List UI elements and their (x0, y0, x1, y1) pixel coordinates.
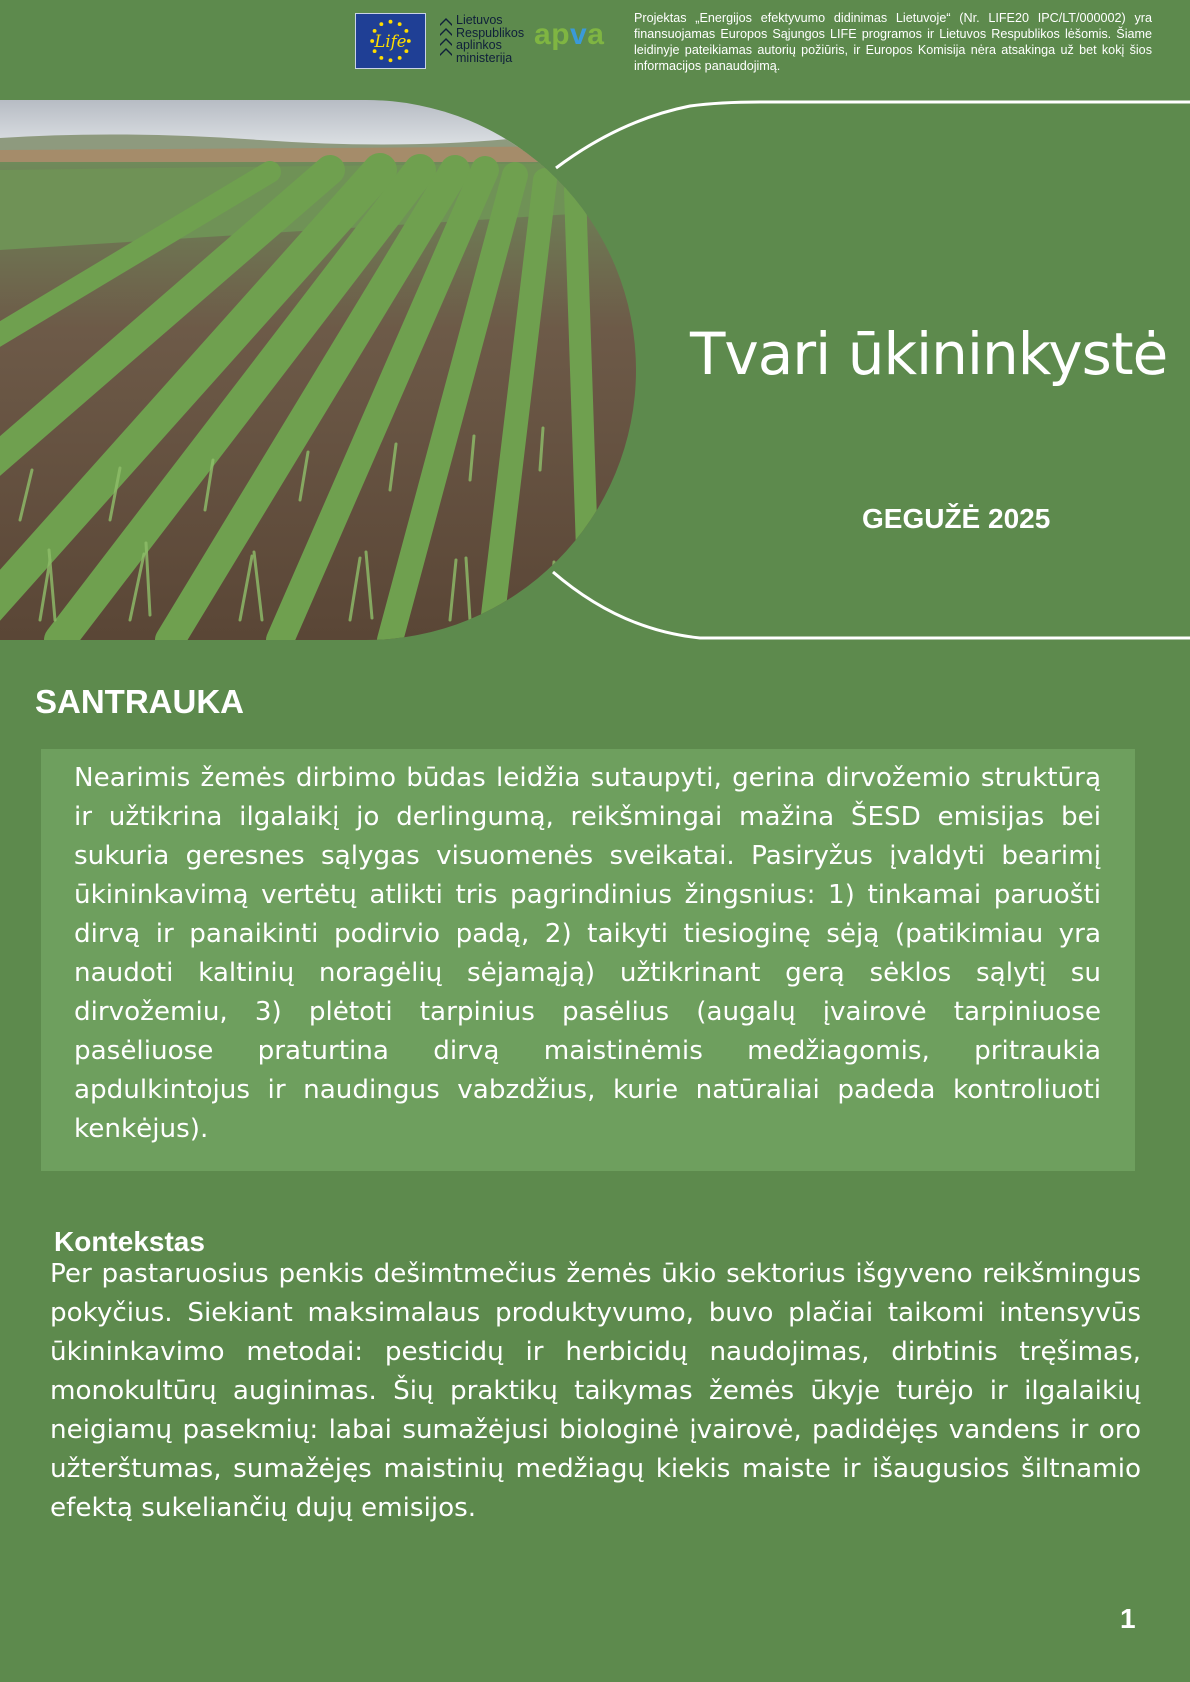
funding-disclaimer: Projektas „Energijos efektyvumo didinimas Lietuvoje“ (Nr. LIFE20 IPC/LT/000002) yra finansuojamas Europos Sąjungos LIFE programos ir Lietuvos Respublikos lėšomis. Šiame leidinyje pateikiamas autorių požiūris, ir Europos Komisija nėra atsakinga už bet kokį šios informacijos panaudojimą. (634, 11, 1152, 73)
ministry-line-1: Lietuvos (456, 14, 503, 27)
summary-box (41, 749, 1135, 1171)
page-number: 1 (1120, 1603, 1136, 1634)
publication-date: GEGUŽĖ 2025 (862, 503, 1051, 534)
document-title: Tvari ūkininkystė (690, 320, 1168, 388)
context-text: Per pastaruosius penkis dešimtmečius žemės ūkio sektorius išgyveno reikšmingus pokyčius. Siekiant maksimalaus produktyvumo, buvo plačiai taikomi intensyvūs ūkininkavimo metodai: pesticidų ir herbicidų naudojimas, dirbtinis tręšimas, monokultūrų auginimas. Šių praktikų taikymas žemės ūkyje turėjo ir ilgalaikių neigiamų pasekmių: labai sumažėjusi biologinė įvairovė, padidėjęs vandens ir oro užterštumas, sumažėjęs maistinių medžiagų kiekis maiste ir išaugusios šiltnamio efektą sukeliančių dujų emisijos. (50, 1259, 1141, 1523)
life-text: Life (374, 31, 407, 51)
summary-text: Nearimis žemės dirbimo būdas leidžia sutaupyti, gerina dirvožemio struktūrą ir užtikrina ilgalaikį jo derlingumą, reikšmingai mažina ŠESD emisijas bei sukuria geresnes sąlygas visuomenės sveikatai. Pasiryžus įvaldyti bearimį ūkininkavimą vertėtų atlikti tris pagrindinius žingsnius: 1) tinkamai paruošti dirvą ir panaikinti podirvio padą, 2) taikyti tiesioginę sėją (patikimiau yra naudoti kaltinių noragėlių sėjamąją) užtikrinant gerą sėklos sąlytį su dirvožemiu, 3) plėtoti tarpinius pasėlius (augalų įvairovė tarpiniuose pasėliuose praturtina dirvą maistinėmis medžiagomis, pritraukia apdulkintojus ir naudingus vabzdžius, kurie natūraliai padeda kontroliuoti kenkėjus). (74, 763, 1101, 1144)
ministry-line-2: Respublikos (456, 25, 525, 40)
ministry-line-4: ministerija (456, 50, 513, 64)
ministry-line-3: aplinkos (456, 38, 502, 52)
ministry-mark-icon (440, 18, 452, 62)
eu-stars-icon (356, 14, 425, 68)
summary-heading: SANTRAUKA (35, 683, 244, 720)
apva-logo: apva (534, 18, 605, 51)
eu-life-logo (355, 13, 426, 69)
ministry-logo (440, 14, 526, 66)
context-heading: Kontekstas (54, 1226, 205, 1257)
field-photo (0, 100, 636, 640)
